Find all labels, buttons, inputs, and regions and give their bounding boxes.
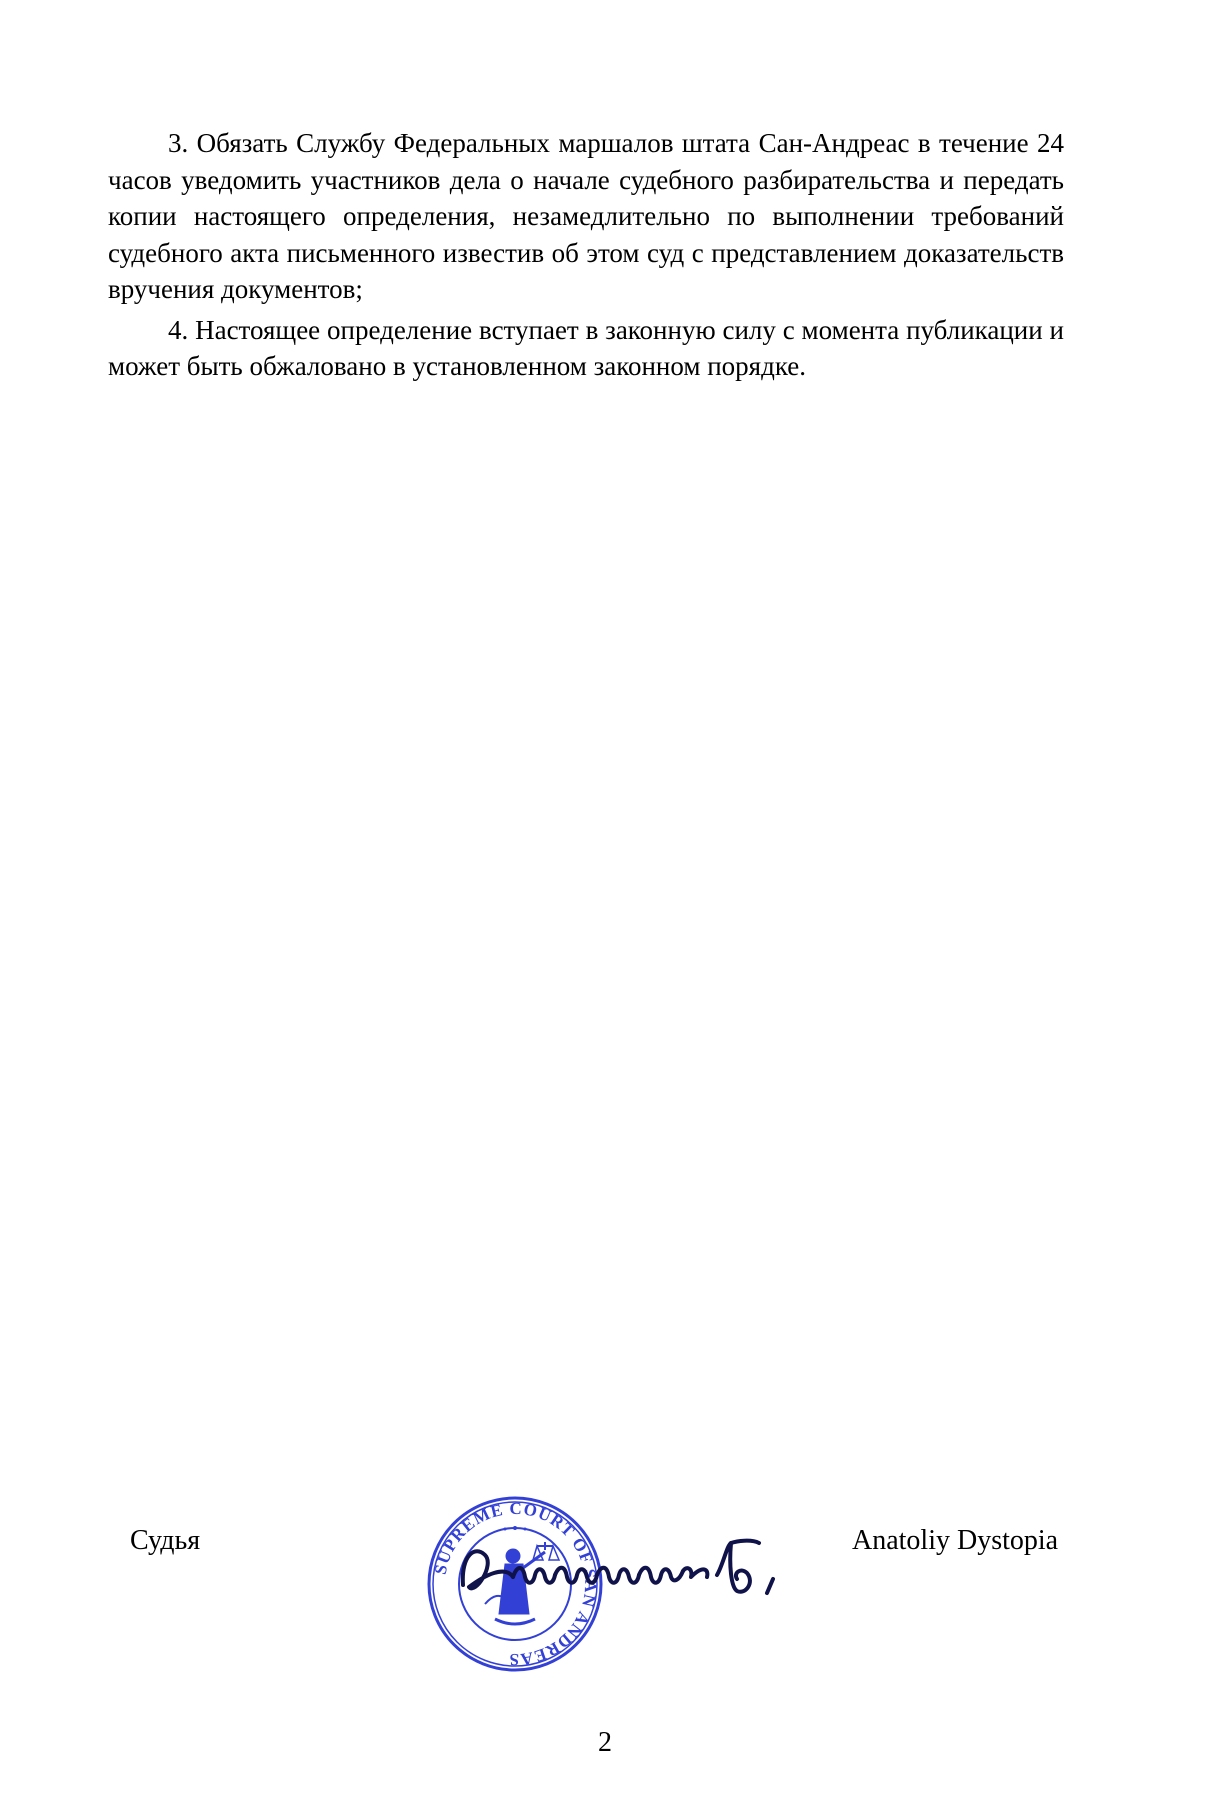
paragraph-item-3: 3. Обязать Службу Федеральных маршалов штата Сан-Андреас в течение 24 часов уведомить участников дела о начале судебного разбирательства и передать копии настоящего определения, незамедлительно по выполнении требований судебного акта письменного известив об этом суд с представлением доказательств вручения документов;: [108, 128, 1064, 304]
page-number: 2: [598, 1727, 612, 1758]
signer-name: Anatoliy Dystopia: [852, 1525, 1059, 1556]
handwritten-signature-icon: [455, 1525, 825, 1615]
paragraph-item-4: 4. Настоящее определение вступает в законную силу с момента публикации и может быть обжаловано в установленном законном порядке.: [108, 314, 1064, 381]
signer-role-label: Судья: [130, 1525, 201, 1556]
svg-text:SUPREME COURT OF SAN ANDREAS: SUPREME COURT OF SAN ANDREAS: [430, 1498, 601, 1670]
document-body: [108, 125, 1064, 389]
